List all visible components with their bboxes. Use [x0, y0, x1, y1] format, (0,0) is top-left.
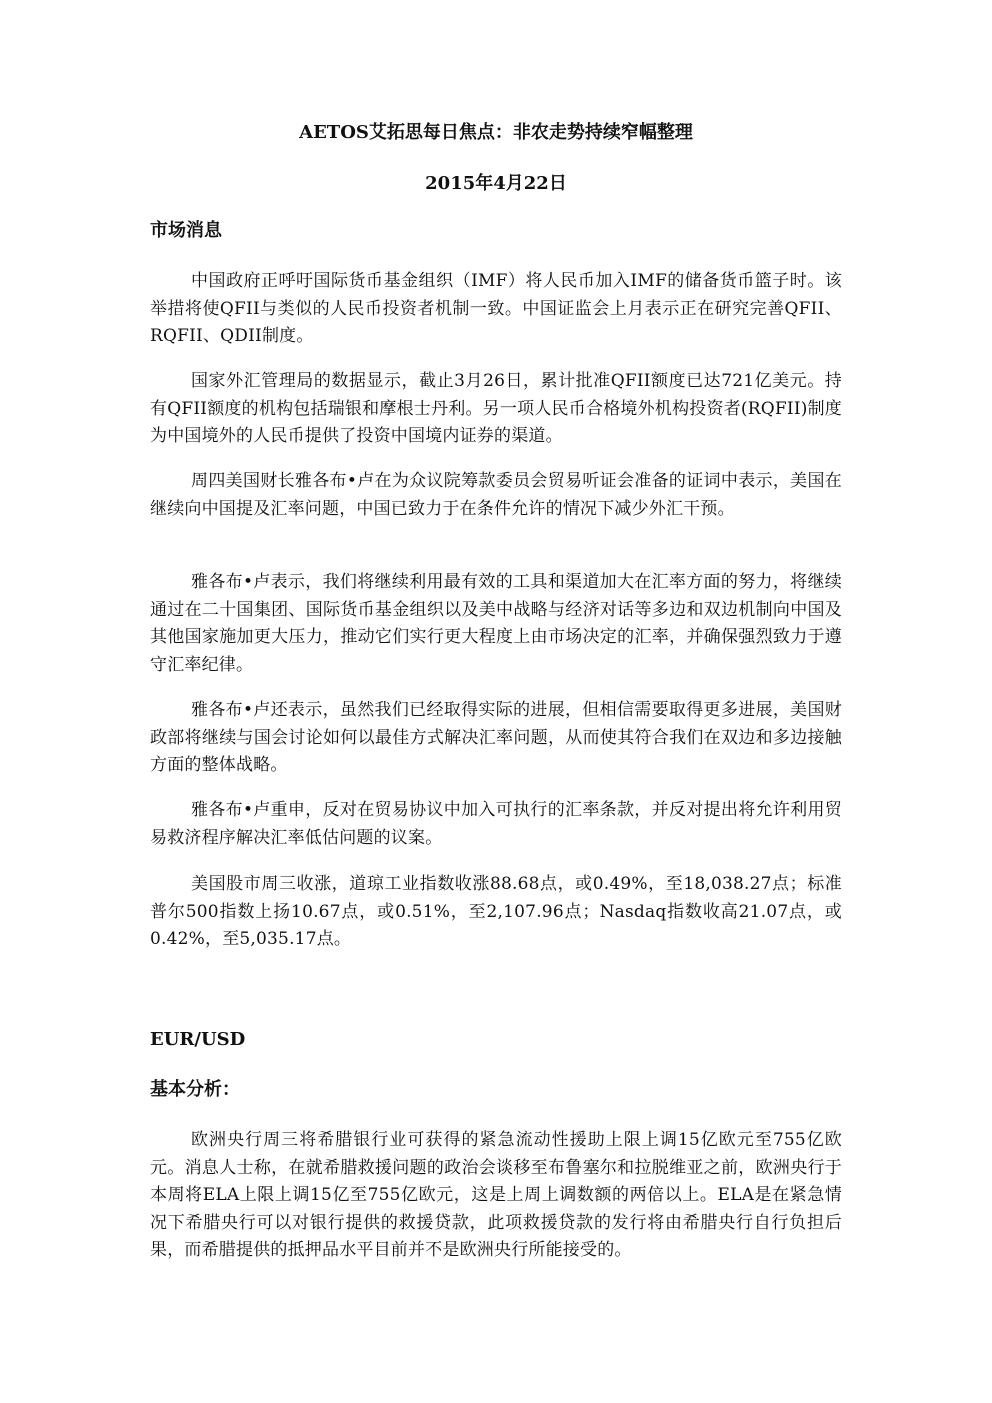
currency-pair-label: EUR/USD: [150, 1029, 246, 1050]
paragraph: 中国政府正呼吁国际货币基金组织（IMF）将人民币加入IMF的储备货币篮子时。该举措将使QFII与类似的人民币投资者机制一致。中国证监会上月表示正在研究完善QFII、RQFII、QDII制度。: [150, 271, 842, 346]
document-title: AETOS艾拓思每日焦点：非农走势持续窄幅整理: [299, 122, 693, 143]
paragraph: 国家外汇管理局的数据显示，截止3月26日，累计批准QFII额度已达721亿美元。持有QFII额度的机构包括瑞银和摩根士丹利。另一项人民币合格境外机构投资者(RQFII)制度为中国境外的人民币提供了投资中国境内证券的渠道。: [150, 371, 842, 446]
paragraph: 周四美国财长雅各布•卢在为众议院筹款委员会贸易听证会准备的证词中表示，美国在继续向中国提及汇率问题，中国已致力于在条件允许的情况下减少外汇干预。: [150, 471, 842, 519]
paragraph: 雅各布•卢重申，反对在贸易协议中加入可执行的汇率条款，并反对提出将允许利用贸易救济程序解决汇率低估问题的议案。: [150, 800, 842, 848]
paragraph: 欧洲央行周三将希腊银行业可获得的紧急流动性援助上限上调15亿欧元至755亿欧元。消息人士称，在就希腊救援问题的政治会谈移至布鲁塞尔和拉脱维亚之前，欧洲央行于本周将ELA上限上调15亿至755亿欧元，这是上周上调数额的两倍以上。ELA是在紧急情况下希腊央行可以对银行提供的救援贷款，此项救援贷款的发行将由希腊央行自行负担后果，而希腊提供的抵押品水平目前并不是欧洲央行所能接受的。: [150, 1130, 842, 1260]
paragraph: 美国股市周三收涨，道琼工业指数收涨88.68点，或0.49%，至18,038.27点；标准普尔500指数上扬10.67点，或0.51%，至2,107.96点；Nasdaq指数收高21.07点，或0.42%，至5,035.17点。: [150, 874, 842, 949]
document-date: 2015年4月22日: [425, 173, 567, 194]
section-heading-fundamental-analysis: 基本分析：: [150, 1079, 240, 1100]
section-heading-market-news: 市场消息: [150, 220, 222, 241]
paragraph: 雅各布•卢表示，我们将继续利用最有效的工具和渠道加大在汇率方面的努力，将继续通过在二十国集团、国际货币基金组织以及美中战略与经济对话等多边和双边机制向中国及其他国家施加更大压力，推动它们实行更大程度上由市场决定的汇率，并确保强烈致力于遵守汇率纪律。: [150, 572, 842, 675]
paragraph: 雅各布•卢还表示，虽然我们已经取得实际的进展，但相信需要取得更多进展，美国财政部将继续与国会讨论如何以最佳方式解决汇率问题，从而使其符合我们在双边和多边接触方面的整体战略。: [150, 700, 842, 775]
